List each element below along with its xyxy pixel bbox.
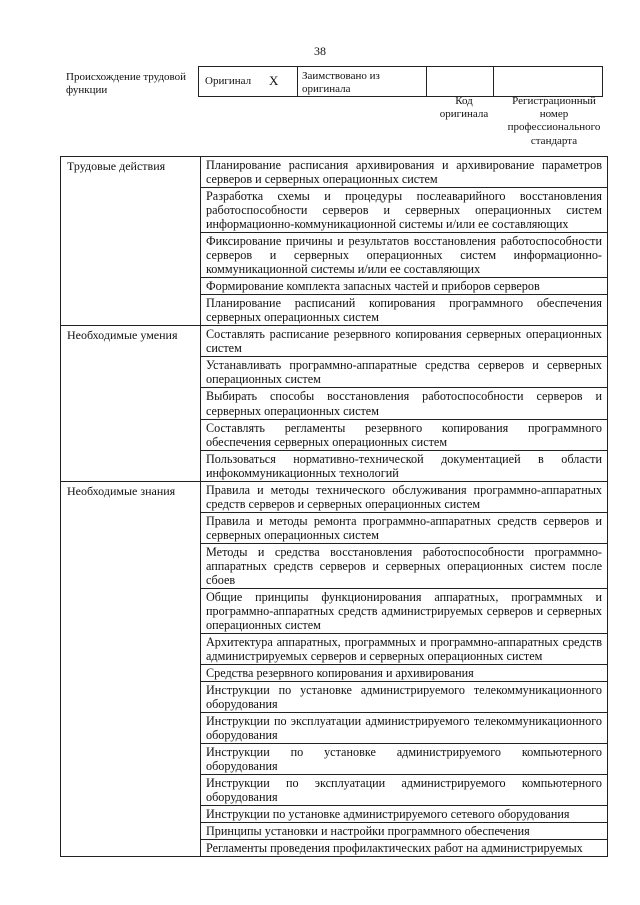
code-caption: Код оригинала bbox=[439, 95, 489, 121]
section-item: Составлять расписание резервного копирования серверных операционных систем bbox=[201, 326, 608, 357]
table-row bbox=[61, 481, 608, 512]
origin-borrowed-cell: Заимствовано из оригинала bbox=[298, 67, 427, 97]
section-item: Средства резервного копирования и архивирования bbox=[201, 665, 608, 682]
section-item: Регламенты проведения профилактических работ на администрируемых bbox=[201, 840, 608, 857]
section-item: Правила и методы технического обслуживания программно-аппаратных средств серверов и серверных операционных систем bbox=[201, 481, 608, 512]
section-title: Необходимые знания bbox=[61, 481, 201, 857]
table-row bbox=[61, 326, 608, 357]
section-item: Разработка схемы и процедуры послеаварийного восстановления работоспособности серверов и серверных операционных систем информационно-коммуникационной системы и/или ее составляющих bbox=[201, 188, 608, 233]
section-item: Составлять регламенты резервного копирования программного обеспечения серверных операционных систем bbox=[201, 419, 608, 450]
section-item: Планирование расписания архивирования и архивирование параметров серверов и серверных операционных систем bbox=[201, 157, 608, 188]
section-item: Методы и средства восстановления работоспособности программно-аппаратных средств серверов и серверных операционных систем после сбоев bbox=[201, 543, 608, 588]
origin-original-mark: X bbox=[269, 73, 279, 88]
reg-number-caption: Регистрационный номер профессионального стандарта bbox=[507, 95, 601, 147]
table-row bbox=[61, 157, 608, 188]
section-item: Пользоваться нормативно-технической документацией в области инфокоммуникационных технологий bbox=[201, 450, 608, 481]
section-item: Общие принципы функционирования аппаратных, программных и программно-аппаратных средств администрируемых серверов и серверных операционных систем bbox=[201, 588, 608, 633]
origin-original-label: Оригинал bbox=[205, 75, 252, 87]
origin-reg-number-cell bbox=[494, 67, 603, 97]
page-number: 38 bbox=[314, 44, 326, 58]
section-item: Инструкции по установке администрируемого телекоммуникационного оборудования bbox=[201, 682, 608, 713]
section-item: Принципы установки и настройки программного обеспечения bbox=[201, 823, 608, 840]
section-item: Выбирать способы восстановления работоспособности серверов и серверных операционных систем bbox=[201, 388, 608, 419]
origin-code-cell bbox=[427, 67, 494, 97]
section-item: Инструкции по установке администрируемого компьютерного оборудования bbox=[201, 744, 608, 775]
section-item: Инструкции по эксплуатации администрируемого телекоммуникационного оборудования bbox=[201, 713, 608, 744]
section-title: Трудовые действия bbox=[61, 157, 201, 326]
section-item: Архитектура аппаратных, программных и программно-аппаратных средств администрируемых серверов и серверных операционных систем bbox=[201, 633, 608, 664]
origin-label: Происхождение трудовой функции bbox=[66, 71, 187, 97]
section-item: Правила и методы ремонта программно-аппаратных средств серверов и серверных операционных систем bbox=[201, 512, 608, 543]
section-item: Планирование расписаний копирования программного обеспечения серверных операционных систем bbox=[201, 295, 608, 326]
section-item: Инструкции по эксплуатации администрируемого компьютерного оборудования bbox=[201, 775, 608, 806]
origin-original-cell bbox=[199, 67, 298, 97]
section-item: Инструкции по установке администрируемого сетевого оборудования bbox=[201, 806, 608, 823]
section-title: Необходимые умения bbox=[61, 326, 201, 481]
section-item: Формирование комплекта запасных частей и приборов серверов bbox=[201, 278, 608, 295]
section-item: Устанавливать программно-аппаратные средства серверов и серверных операционных систем bbox=[201, 357, 608, 388]
labor-function-table bbox=[60, 156, 608, 857]
section-item: Фиксирование причины и результатов восстановления работоспособности серверов и серверных операционных систем информационно-коммуникационной системы и/или ее составляющих bbox=[201, 233, 608, 278]
origin-table bbox=[198, 66, 603, 97]
